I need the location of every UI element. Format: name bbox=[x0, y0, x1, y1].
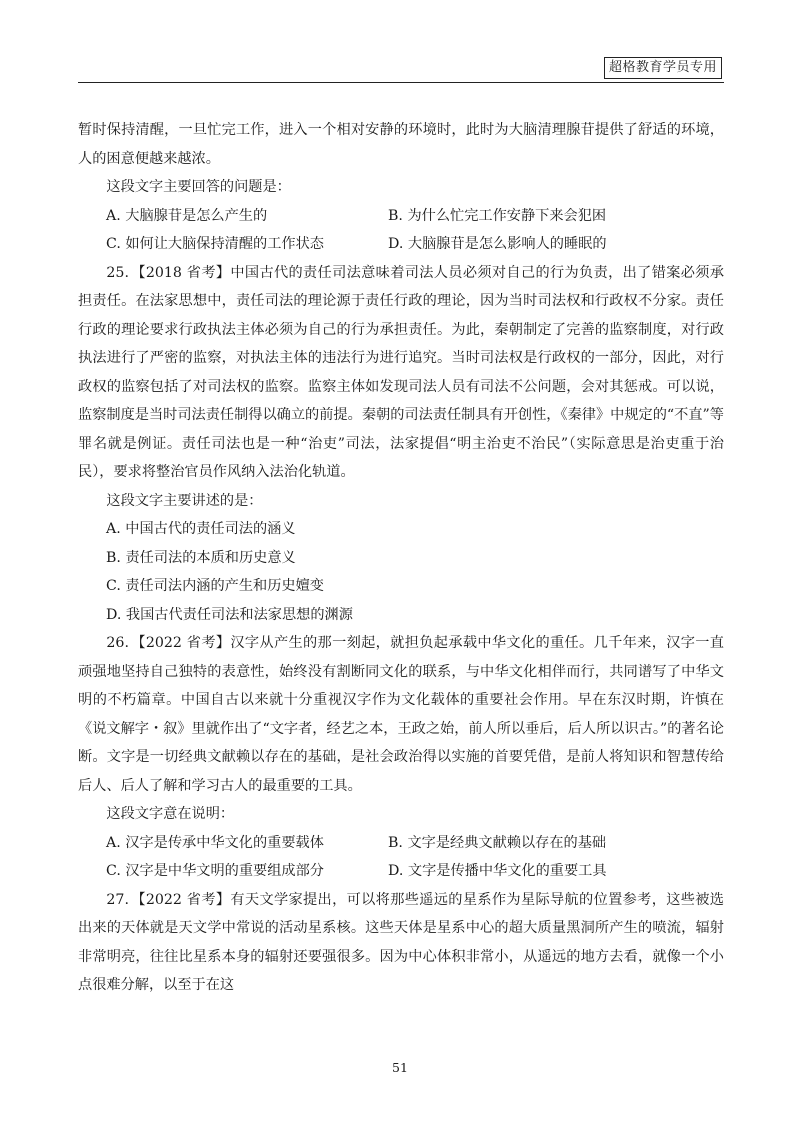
page-number: 51 bbox=[392, 1060, 408, 1075]
option-c: C. 如何让大脑保持清醒的工作状态 bbox=[106, 236, 324, 252]
option-b: B. 责任司法的本质和历史意义 bbox=[106, 549, 296, 566]
question-prompt: 这段文字意在说明： bbox=[106, 806, 235, 822]
option-a: A. 汉字是传承中华文化的重要载体 bbox=[106, 834, 324, 851]
exam-source-tag: 【2022 省考】 bbox=[130, 891, 231, 908]
passage-text: 中国古代的责任司法意味着司法人员必须对自己的行为负责，出了错案必须承担责任。在法家思想中，责任司法的理论源于责任行政的理论，因为当时司法权和行政权不分家。责任行政的理论要求行政执法主体必须为自己的行为承担责任。为此，秦朝制定了完善的监察制度，对行政执法进行了严密的监察，对执法主体的违法行为进行追究。当时司法权是行政权的一部分，因此，对行政权的监察包括了对司法权的监察。监察主体如发现司法人员有司法不公问题，会对其惩戒。可以说，监察制度是当时司法责任制得以确立的前提。秦朝的司法责任制具有开创性，《秦律》中规定的“不直”等罪名就是例证。责任司法也是一种“治吏”司法，法家提倡“明主治吏不治民”（实际意思是治吏重于治民），要求将整治官员作风纳入法治化轨道。 bbox=[78, 264, 724, 480]
continued-paragraph: 暂时保持清醒，一旦忙完工作，进入一个相对安静的环境时，此时为大脑清理腺苷提供了舒适的环境，人的困意便越来越浓。 bbox=[78, 122, 724, 167]
option-b: B. 文字是经典文献赖以存在的基础 bbox=[388, 834, 607, 851]
question-27-paragraph bbox=[78, 886, 724, 1000]
options-grid bbox=[106, 829, 724, 886]
header-divider bbox=[78, 82, 724, 83]
option-d: D. 大脑腺苷是怎么影响人的睡眠的 bbox=[388, 236, 607, 252]
option-d: D. 我国古代责任司法和法家思想的渊源 bbox=[106, 606, 353, 623]
option-c: C. 汉字是中华文明的重要组成部分 bbox=[106, 863, 324, 879]
exam-source-tag: 【2018 省考】 bbox=[130, 264, 231, 281]
document-body bbox=[78, 116, 724, 1000]
option-a: A. 大脑腺苷是怎么产生的 bbox=[106, 207, 268, 224]
question-25-paragraph bbox=[78, 259, 724, 487]
option-b: B. 为什么忙完工作安静下来会犯困 bbox=[388, 207, 607, 224]
exam-source-tag: 【2022 省考】 bbox=[130, 635, 231, 651]
option-a: A. 中国古代的责任司法的涵义 bbox=[106, 521, 296, 537]
question-prompt: 这段文字主要回答的问题是： bbox=[106, 179, 291, 195]
option-d: D. 文字是传播中华文化的重要工具 bbox=[388, 863, 607, 879]
question-26-paragraph bbox=[78, 629, 724, 800]
header-label: 超格教育学员专用 bbox=[604, 57, 722, 79]
question-number: 27. bbox=[106, 891, 129, 908]
question-prompt: 这段文字主要讲述的是： bbox=[106, 492, 263, 509]
question-number: 26. bbox=[106, 635, 129, 651]
passage-text: 汉字从产生的那一刻起，就担负起承载中华文化的重任。几千年来，汉字一直顽强地坚持自己独特的表意性，始终没有割断同文化的联系，与中华文化相伴而行，共同谱写了中华文明的不朽篇章。中国自古以来就十分重视汉字作为文化载体的重要社会作用。早在东汉时期，许慎在《说文解字・叙》里就作出了“文字者，经艺之本，王政之始，前人所以垂后，后人所以识古。”的著名论断。文字是一切经典文献赖以存在的基础，是社会政治得以实施的首要凭借，是前人将知识和智慧传给后人、后人了解和学习古人的最重要的工具。 bbox=[78, 635, 724, 794]
options-grid bbox=[106, 202, 724, 259]
option-c: C. 责任司法内涵的产生和历史嬗变 bbox=[106, 578, 324, 594]
passage-text: 有天文学家提出，可以将那些遥远的星系作为星际导航的位置参考，这些被选出来的天体就是天文学中常说的活动星系核。这些天体是星系中心的超大质量黑洞所产生的喷流，辐射非常明亮，往往比星系本身的辐射还要强很多。因为中心体积非常小，从遥远的地方去看，就像一个小点很难分解，以至于在这 bbox=[78, 891, 724, 993]
question-number: 25. bbox=[106, 264, 129, 281]
